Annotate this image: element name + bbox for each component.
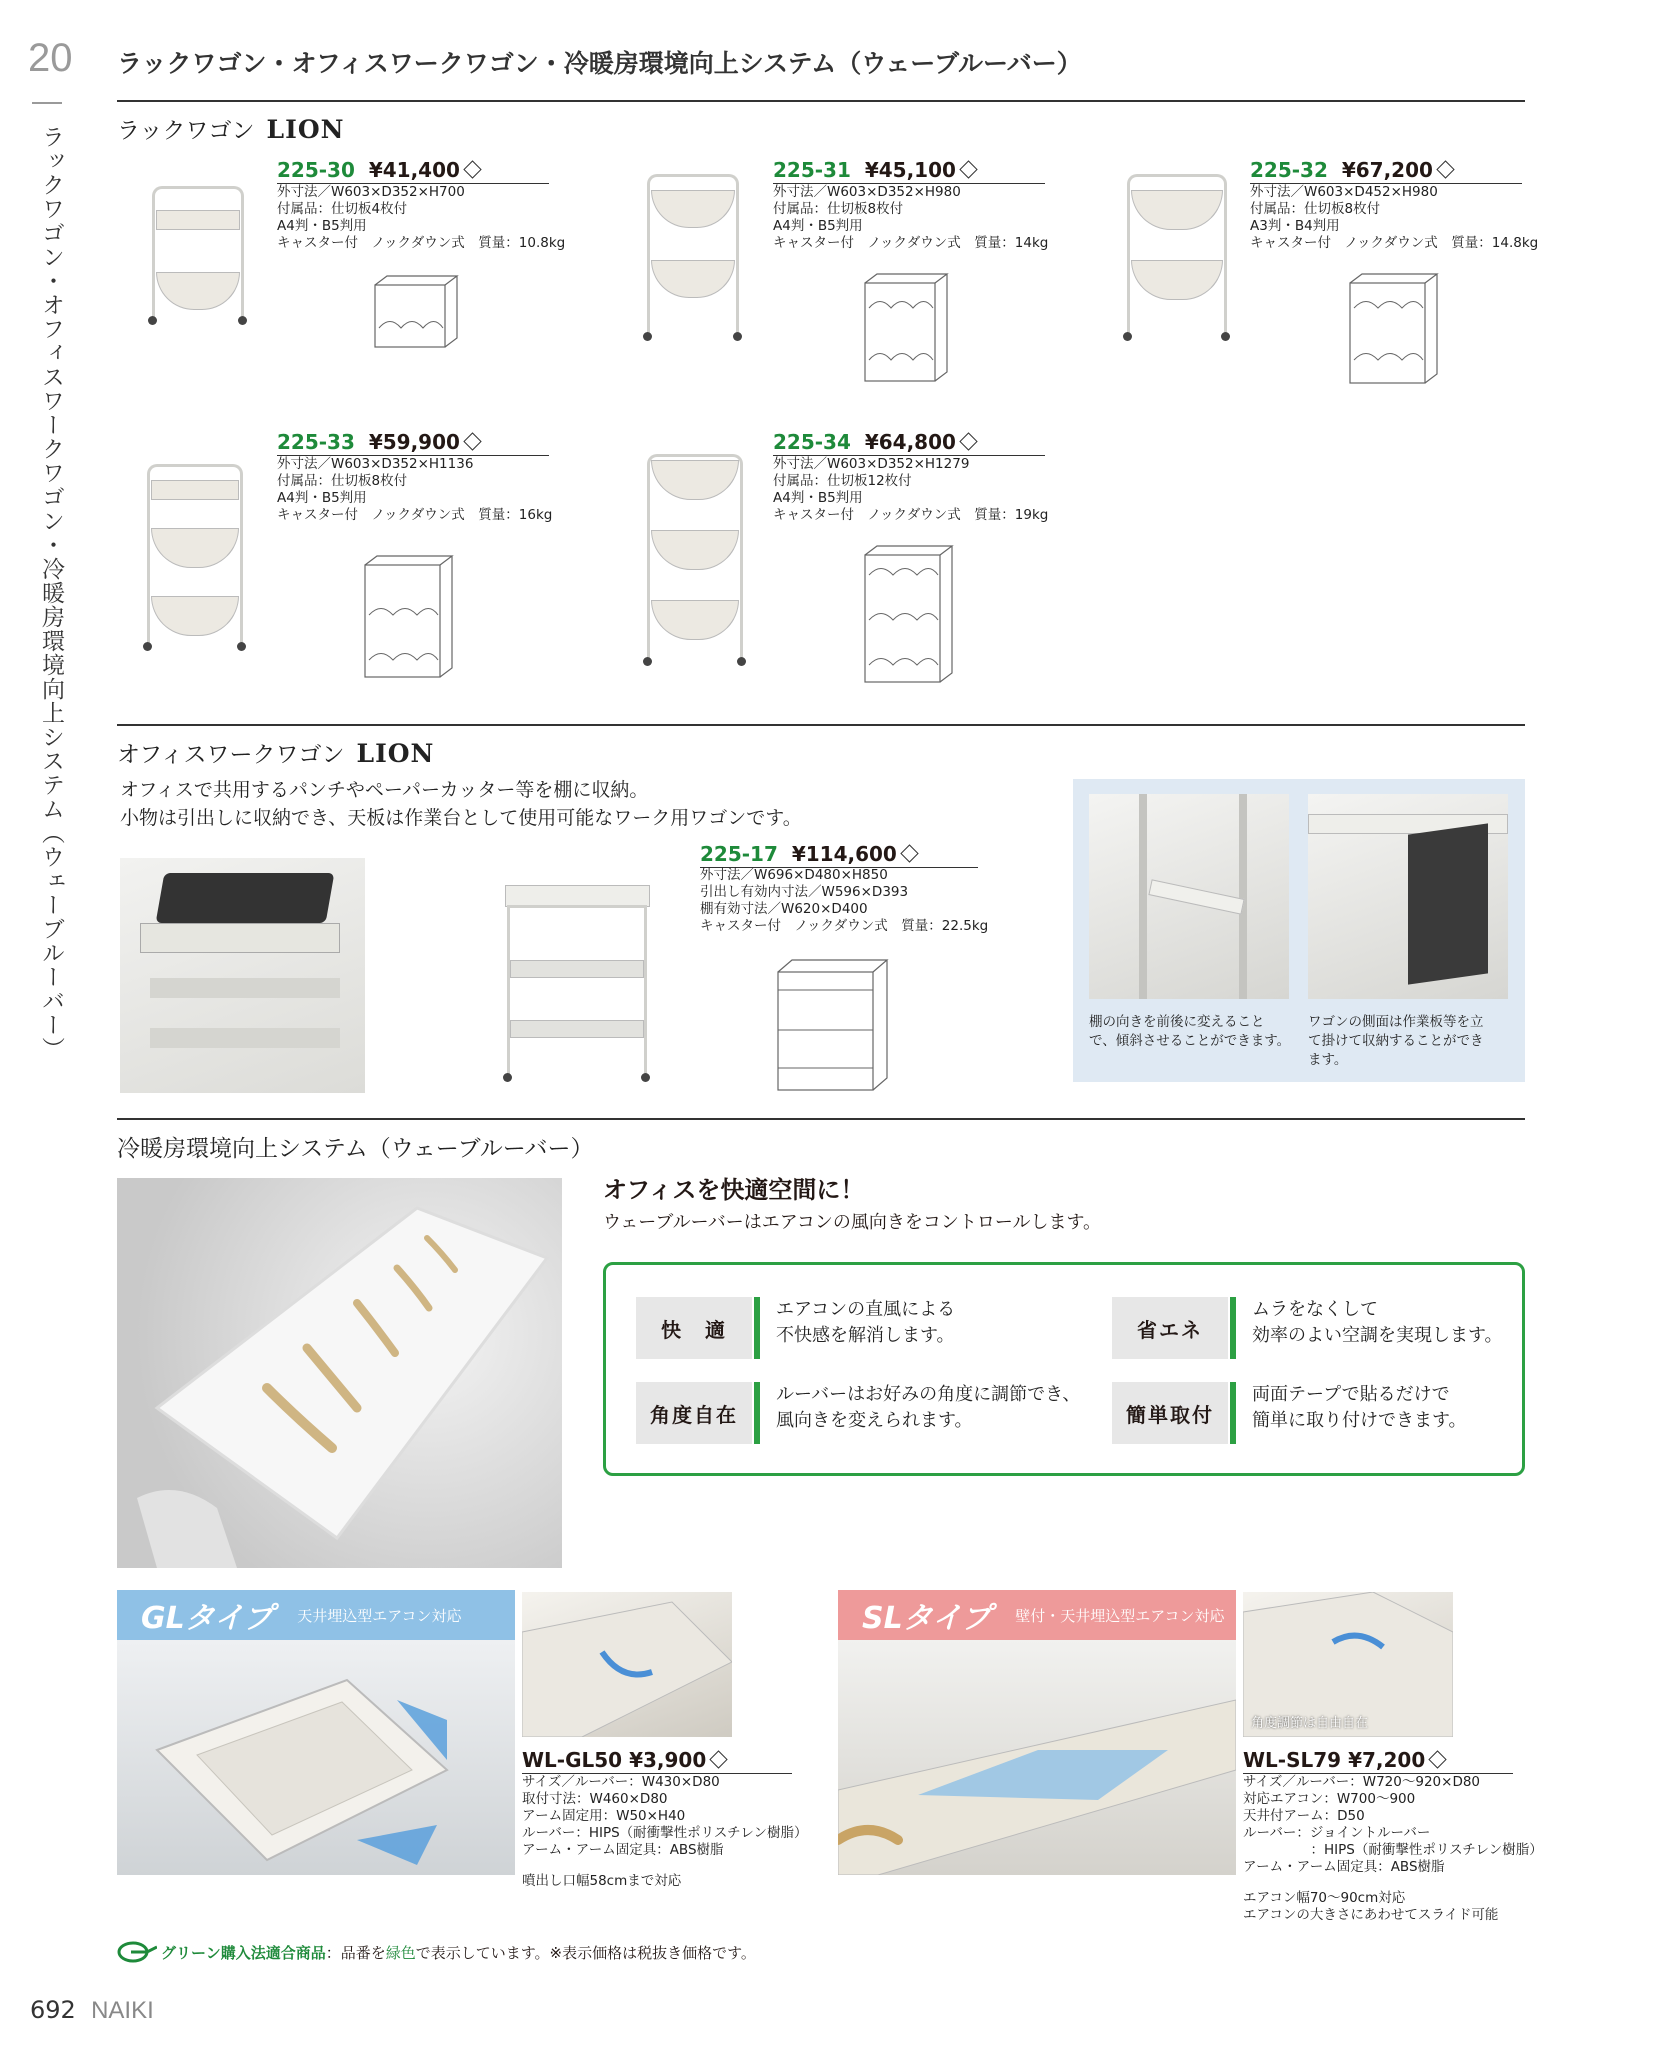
caption-tilted-shelf: 棚の向きを前後に変えること で、傾斜させることができます。	[1089, 1014, 1291, 1049]
green-text-2: で表示しています。※表示価格は税抜き価格です。	[415, 1943, 756, 1962]
dimension-drawing-225-34	[855, 540, 965, 690]
gl-type-sub: 天井埋込型エアコン対応	[297, 1606, 462, 1625]
diamond-icon	[959, 160, 977, 178]
product-header-225-32	[1250, 158, 1522, 184]
green-label: グリーン購入法適合商品	[161, 1943, 326, 1962]
feature-text-comfort: エアコンの直風による 不快感を解消します。	[776, 1299, 956, 1346]
wagon-photo-225-31	[635, 170, 750, 345]
louver-catch-sub: ウェーブルーバーはエアコンの風向きをコントロールします。	[603, 1212, 1102, 1233]
product-header-225-30	[277, 158, 549, 184]
dimension-drawing-225-31	[855, 268, 955, 388]
product-specs-225-32: 外寸法／W603×D452×H980 付属品：仕切板8枚付 A3判・B4判用 キャスター付 ノックダウン式 質量：14.8kg	[1250, 184, 1539, 251]
product-price: ¥7,200	[1348, 1748, 1426, 1772]
feature-text-angle: ルーバーはお好みの角度に調節でき、 風向きを変えられます。	[776, 1384, 1081, 1431]
diamond-icon	[463, 432, 481, 450]
product-price: ¥114,600	[791, 842, 897, 866]
feature-bar	[1230, 1297, 1236, 1359]
product-header-225-33	[277, 430, 549, 456]
rack-section-heading	[117, 112, 344, 145]
tilted-shelf-photo	[1089, 794, 1289, 999]
product-code: 225-34	[773, 430, 851, 454]
chapter-number: 20	[28, 36, 73, 80]
sl-type-name: SLタイプ	[862, 1601, 992, 1636]
feature-label-install: 簡単取付	[1112, 1382, 1228, 1444]
gl-note: 噴出し口幅58cmまで対応	[522, 1873, 682, 1889]
chapter-divider	[32, 102, 62, 104]
product-price: ¥64,800	[864, 430, 956, 454]
product-header-225-17	[700, 842, 978, 868]
product-header-225-34	[773, 430, 1045, 456]
diamond-icon	[900, 844, 918, 862]
caption-side-board: ワゴンの側面は作業板等を立 て掛けて収納することができ ます。	[1308, 1014, 1484, 1068]
lion-brand-logo: LION	[356, 739, 435, 768]
page-title: ラックワゴン・オフィスワークワゴン・冷暖房環境向上システム（ウェーブルーバー）	[117, 49, 1082, 78]
green-mark-icon	[117, 1941, 157, 1963]
sl-note: エアコン幅70～90cm対応 エアコンの大きさにあわせてスライド可能	[1243, 1890, 1499, 1923]
office-desc-line-2: 小物は引出しに収納でき、天板は作業台として使用可能なワーク用ワゴンです。	[120, 807, 802, 829]
product-header-wl-gl50	[522, 1748, 792, 1774]
product-code: 225-32	[1250, 158, 1328, 182]
gl-type-name: GLタイプ	[141, 1601, 274, 1636]
product-price: ¥59,900	[368, 430, 460, 454]
rack-heading-text: ラックワゴン	[117, 118, 255, 144]
product-code: 225-17	[700, 842, 778, 866]
side-board-photo	[1308, 794, 1508, 999]
section-rule-office	[117, 724, 1525, 726]
product-specs-225-17: 外寸法／W696×D480×H850 引出し有効内寸法／W596×D393 棚有効寸法／W620×D400 キャスター付 ノックダウン式 質量：22.5kg	[700, 867, 989, 934]
green-word: 緑色	[385, 1943, 416, 1962]
dimension-drawing-225-33	[355, 550, 465, 685]
gl-closeup-photo	[522, 1592, 732, 1737]
wagon-photo-225-33	[135, 460, 255, 655]
product-specs-225-34: 外寸法／W603×D352×H1279 付属品：仕切板12枚付 A4判・B5判用 キャスター付 ノックダウン式 質量：19kg	[773, 456, 1049, 523]
diamond-icon	[710, 1750, 728, 1768]
product-price: ¥3,900	[629, 1748, 707, 1772]
product-code: 225-30	[277, 158, 355, 182]
louver-section-heading: 冷暖房環境向上システム（ウェーブルーバー）	[117, 1136, 594, 1162]
diamond-icon	[959, 432, 977, 450]
office-description	[120, 776, 802, 832]
product-specs-225-33: 外寸法／W603×D352×H1136 付属品：仕切板8枚付 A4判・B5判用 キャスター付 ノックダウン式 質量：16kg	[277, 456, 553, 523]
section-rule-louver	[117, 1118, 1525, 1120]
feature-photo-panel	[1073, 779, 1525, 1082]
diamond-icon	[463, 160, 481, 178]
product-specs-225-31: 外寸法／W603×D352×H980 付属品：仕切板8枚付 A4判・B5判用 キャスター付 ノックダウン式 質量：14kg	[773, 184, 1049, 251]
office-section-heading	[117, 736, 434, 769]
title-rule	[117, 100, 1525, 102]
feature-bar	[754, 1297, 760, 1359]
diamond-icon	[1436, 160, 1454, 178]
diamond-icon	[1429, 1750, 1447, 1768]
lion-brand-logo: LION	[266, 115, 345, 144]
feature-text-energy: ムラをなくして 効率のよい空調を実現します。	[1252, 1299, 1503, 1346]
dimension-drawing-225-32	[1340, 268, 1445, 390]
green-text-1: ：品番を	[325, 1943, 386, 1962]
sl-type-sub: 壁付・天井埋込型エアコン対応	[1015, 1606, 1225, 1625]
sl-photo-caption: 角度調節は自由自在	[1251, 1716, 1369, 1731]
office-wagon-photo	[495, 885, 660, 1085]
office-desc-line-1: オフィスで共用するパンチやペーパーカッター等を棚に収納。	[120, 779, 649, 801]
gl-install-photo	[117, 1640, 515, 1875]
product-header-wl-sl79	[1243, 1748, 1513, 1774]
product-price: ¥45,100	[864, 158, 956, 182]
louver-catch: オフィスを快適空間に！	[603, 1176, 865, 1204]
product-price: ¥67,200	[1341, 158, 1433, 182]
gl-type-banner	[117, 1590, 515, 1640]
wagon-photo-225-32	[1115, 170, 1240, 345]
louver-feature-box	[603, 1262, 1525, 1476]
page-footer	[30, 1996, 154, 2025]
sl-type-banner	[838, 1590, 1236, 1640]
chapter-vertical-title: ラックワゴン・オフィスワークワゴン・冷暖房環境向上システム（ウェーブルーバー）	[38, 125, 64, 1061]
dimension-drawing-225-30	[365, 270, 465, 355]
feature-label-angle: 角度自在	[636, 1382, 752, 1444]
gl-specs: サイズ／ルーバー：W430×D80 取付寸法：W460×D80 アーム固定用：W50×H40 ルーバー：HIPS（耐衝撃性ポリスチレン樹脂） アーム・アーム固定具：ABS樹脂	[522, 1774, 808, 1858]
product-specs-225-30: 外寸法／W603×D352×H700 付属品：仕切板4枚付 A4判・B5判用 キャスター付 ノックダウン式 質量：10.8kg	[277, 184, 566, 251]
feature-text-install: 両面テープで貼るだけで 簡単に取り付けできます。	[1252, 1384, 1467, 1431]
product-code: WL-GL50	[522, 1748, 623, 1772]
office-heading-text: オフィスワークワゴン	[117, 742, 345, 768]
maker-name: NAIKI	[91, 1997, 154, 2024]
green-purchase-notice	[117, 1941, 756, 1963]
wagon-photo-225-34	[635, 450, 755, 670]
sl-specs: サイズ／ルーバー：W720～920×D80 対応エアコン：W700～900 天井付アーム：D50 ルーバー：ジョイントルーバー ：HIPS（耐衝撃性ポリスチレン樹脂） アーム・アーム固定具：ABS樹脂	[1243, 1774, 1543, 1875]
product-header-225-31	[773, 158, 1045, 184]
sl-install-photo	[838, 1640, 1236, 1875]
feature-label-comfort: 快 適	[636, 1297, 752, 1359]
wagon-photo-225-30	[140, 180, 255, 330]
dimension-drawing-225-17	[768, 950, 898, 1105]
feature-label-energy: 省エネ	[1112, 1297, 1228, 1359]
sl-closeup-photo	[1243, 1592, 1453, 1737]
page-number: 692	[30, 1996, 76, 2024]
office-wagon-usage-photo	[120, 858, 365, 1093]
product-price: ¥41,400	[368, 158, 460, 182]
feature-bar	[754, 1382, 760, 1444]
product-code: 225-31	[773, 158, 851, 182]
product-code: WL-SL79	[1243, 1748, 1342, 1772]
product-code: 225-33	[277, 430, 355, 454]
feature-bar	[1230, 1382, 1236, 1444]
wave-louver-closeup-photo	[117, 1178, 562, 1568]
